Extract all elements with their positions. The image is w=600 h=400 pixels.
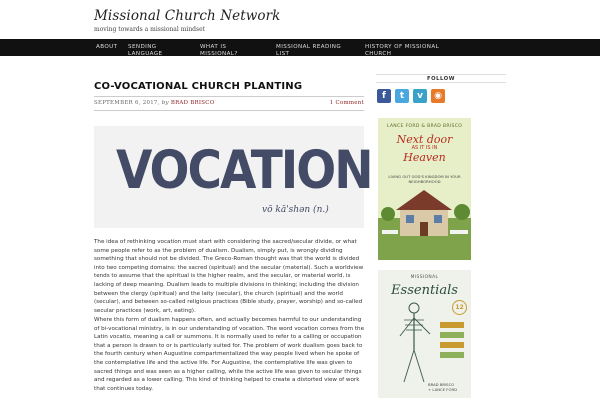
featured-image-word: VOCATION <box>116 140 372 202</box>
facebook-icon[interactable]: f <box>377 89 391 103</box>
nav-item-missional-reading-list[interactable]: MISSIONAL READING LIST <box>276 44 342 57</box>
book-title-line: Heaven <box>403 151 446 164</box>
post-date: SEPTEMBER 6, 2017 <box>94 100 158 106</box>
featured-image-pronunciation: vō kā'shən (n.) <box>262 205 329 215</box>
meta-divider <box>94 96 364 97</box>
twitter-icon[interactable]: t <box>395 89 409 103</box>
skeleton-illustration <box>378 270 471 398</box>
meta-divider <box>94 110 364 111</box>
book-author-line: BRAD BRISCO <box>428 382 455 387</box>
book-title: Essentials <box>391 283 458 298</box>
featured-image <box>94 126 372 228</box>
post-by: by <box>161 100 169 106</box>
book-badge: 12 <box>452 300 467 315</box>
book-subtitle: LIVING OUT GOD'S KINGDOM IN YOUR NEIGHBORHOOD <box>388 174 461 184</box>
follow-widget-header <box>376 74 506 83</box>
post-paragraph: The idea of rethinking vocation must start with considering the sacred/secular divide, or what some people refer to as the problem of dualism. Dualism, simply put, is wrongly dividing something that should not be divided. The Greco-Roman thought was that the world is divided into two competing domains: the sacred (spiritual) and the secular (material). Such a worldview tends to assume that the spiritual is the higher realm, and the secular, or material world, is lacking of deep meaning. Dualism leads to multiple divisions in thinking; including the division between the clergy (spiritual) and the laity (secular), the church (spiritual) and the world (secular), and between so-called religious practices (Bible study, prayer, worship) and so-called secular practices (work, art, eating). <box>94 239 364 314</box>
vimeo-icon[interactable]: v <box>413 89 427 103</box>
page <box>94 0 506 400</box>
site-tagline: moving towards a missional mindset <box>94 26 206 33</box>
rss-icon[interactable]: ◉ <box>431 89 445 103</box>
nav-item-sending-language[interactable]: SENDING LANGUAGE <box>128 44 163 57</box>
post-meta: SEPTEMBER 6, 2017, by BRAD BRISCO 1 Comment <box>94 100 364 106</box>
post-paragraph: Where this form of dualism happens often, and actually becomes harmful to our understanding of bi-vocational ministry, is in our understanding of vocation. The word vocation comes from the Latin vocatio, meaning a call or summons. It is normally used to refer to a calling or occupation that a person is drawn to or is particularly suited for. The problem of work dualism goes back to the fourth century when Augustine compartmentalized the way people lived when he spoke of the contemplative life and the active life. For Augustine, the contemplative life was given to sacred things and was seen as a higher calling, while the active life was given to secular things and regarded as a lower calling. This kind of thinking helped to create a distorted view of work that continues today. <box>94 317 365 392</box>
book-title-line: AS IT IS IN <box>411 145 438 151</box>
follow-label: FOLLOW <box>426 76 456 82</box>
book-title-line: Next door <box>396 133 453 146</box>
post-title[interactable]: CO-VOCATIONAL CHURCH PLANTING <box>94 81 303 92</box>
nav-item-about[interactable]: ABOUT <box>96 44 118 50</box>
nav-item-what-is-missional[interactable]: WHAT IS MISSIONAL? <box>200 44 238 57</box>
book-cover-missional-essentials[interactable] <box>378 270 471 398</box>
site-title[interactable]: Missional Church Network <box>94 8 281 24</box>
nav-item-history-of-missional-church[interactable]: HISTORY OF MISSIONAL CHURCH <box>365 44 440 57</box>
book-author-line: + LANCE FORD <box>428 386 458 392</box>
comments-link[interactable]: 1 Comment <box>329 100 364 106</box>
house-illustration <box>378 118 471 260</box>
main-navigation <box>0 39 600 56</box>
book-authors <box>428 383 457 392</box>
book-cover-next-door[interactable] <box>378 118 471 260</box>
book-authors: LANCE FORD & BRAD BRISCO <box>386 124 463 129</box>
book-top-label: MISSIONAL <box>410 275 439 280</box>
post-author-link[interactable]: BRAD BRISCO <box>170 100 215 106</box>
